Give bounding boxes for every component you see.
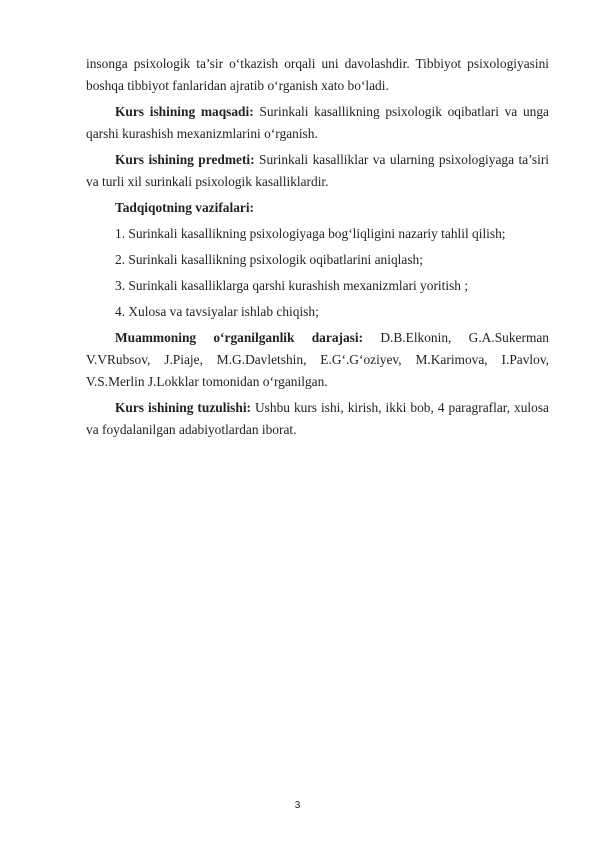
task-item-1-text: 1. Surinkali kasallikning psixologiyaga bog‘liqligini nazariy tahlil qilish; [115,226,506,241]
structure-label: Kurs ishining tuzulishi: [115,400,251,415]
goal-label: Kurs ishining maqsadi: [115,104,254,119]
subject-paragraph [86,149,549,193]
tasks-heading [86,197,549,219]
page-number: 3 [294,800,301,811]
page-content [86,53,549,445]
goal-paragraph [86,101,549,145]
task-item [86,301,549,323]
subject-label: Kurs ishining predmeti: [115,152,255,167]
task-item-4-text: 4. Xulosa va tavsiyalar ishlab chiqish; [115,304,319,319]
study-label: Muammoning o‘rganilganlik darajasi: [115,330,364,345]
structure-text: Ushbu kurs ishi, kirish, ikki bob, 4 paragraflar, xulosa va foydalanilgan adabiyotlardan iborat. [86,400,549,437]
task-item [86,249,549,271]
task-item-3-text: 3. Surinkali kasalliklarga qarshi kurashish mexanizmlari yoritish ; [115,278,469,293]
intro-text: insonga psixologik ta’sir o‘tkazish orqali uni davolashdir. Tibbiyot psixologiyasini boshqa tibbiyot fanlaridan ajratib o‘rganish xato bo‘ladi. [86,56,549,93]
task-item-2-text: 2. Surinkali kasallikning psixologik oqibatlarini aniqlash; [115,252,423,267]
subject-text: Surinkali kasalliklar va ularning psixologiyaga ta’siri va turli xil surinkali psixologik kasalliklardir. [86,152,549,189]
task-item [86,223,549,245]
intro-paragraph [86,53,549,97]
study-text: D.B.Elkonin, G.A.Sukerman V.VRubsov, J.Piaje, M.G.Davletshin, E.G‘.G‘oziyev, M.Karimova, I.Pavlov, V.S.Merlin J.Lokklar tomonidan o‘rganilgan. [86,330,549,389]
study-paragraph [86,327,549,393]
task-item [86,275,549,297]
structure-paragraph [86,397,549,441]
goal-text: Surinkali kasallikning psixologik oqibatlari va unga qarshi kurashish mexanizmlarini o‘rganish. [86,104,549,141]
tasks-heading-text: Tadqiqotning vazifalari: [115,200,255,215]
